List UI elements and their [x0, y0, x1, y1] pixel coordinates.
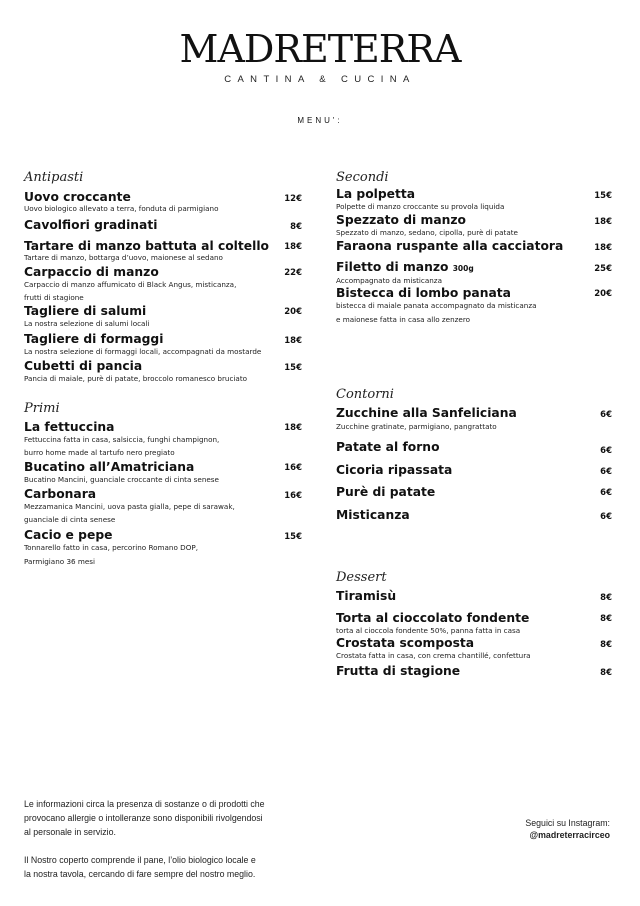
coperto-notice-line: Il Nostro coperto comprende il pane, l’olio biologico locale e	[24, 855, 256, 865]
dish-description: Spezzato di manzo, sedano, cipolla, purè di patate	[336, 228, 518, 237]
dish-price: 6€	[600, 467, 612, 477]
dish-price: 25€	[594, 264, 612, 274]
dish-price: 15€	[594, 191, 612, 201]
dish-description: Crostata fatta in casa, con crema chantillé, confettura	[336, 651, 531, 660]
section-title-contorni: Contorni	[336, 387, 394, 402]
dish-name: Zucchine alla Sanfeliciana	[336, 406, 517, 420]
dish-name	[336, 260, 474, 274]
dish-weight: 300g	[452, 264, 474, 273]
dish-description: torta al cioccola fondente 50%, panna fatta in casa	[336, 626, 521, 635]
dish-description: frutti di stagione	[24, 293, 84, 302]
dish-price: 16€	[284, 463, 302, 473]
dish-name: Tagliere di formaggi	[24, 332, 164, 346]
brand-tagline: CANTINA & CUCINA	[224, 74, 416, 85]
dish-name: Spezzato di manzo	[336, 213, 466, 227]
dish-description: La nostra selezione di formaggi locali, accompagnati da mostarde	[24, 347, 262, 356]
dish-name: Crostata scomposta	[336, 636, 475, 650]
dish-name: Misticanza	[336, 508, 410, 522]
dish-description: Uovo biologico allevato a terra, fonduta di parmigiano	[24, 204, 219, 213]
dish-price: 18€	[284, 423, 302, 433]
dish-description: Mezzamanica Mancini, uova pasta gialla, pepe di sarawak,	[24, 502, 235, 511]
dish-price: 16€	[284, 491, 302, 501]
dish-name: Bistecca di lombo panata	[336, 286, 511, 300]
dish-name: Torta al cioccolato fondente	[336, 611, 530, 625]
dish-description: Fettuccina fatta in casa, salsiccia, funghi champignon,	[24, 435, 220, 444]
coperto-notice	[24, 853, 324, 881]
dish-description: Carpaccio di manzo affumicato di Black Angus, misticanza,	[24, 280, 237, 289]
section-title-dessert: Dessert	[336, 570, 387, 585]
dish-description: Pancia di maiale, purè di patate, broccolo romanesco bruciato	[24, 374, 248, 383]
dish-name: Carbonara	[24, 487, 97, 501]
dish-price: 8€	[600, 640, 612, 650]
dish-name: Purè di patate	[336, 485, 436, 499]
dish-price: 18€	[284, 336, 302, 346]
dish-description: Tonnarello fatto in casa, percorino Romano DOP,	[24, 543, 198, 552]
dish-name: Cicoria ripassata	[336, 463, 453, 477]
dish-name: Bucatino all’Amatriciana	[24, 460, 195, 474]
instagram-label: Seguici su Instagram:	[525, 818, 610, 828]
section-title-secondi: Secondi	[336, 170, 389, 185]
allergy-notice-line: al personale in servizio.	[24, 827, 116, 837]
dish-price: 8€	[600, 593, 612, 603]
dish-description: La nostra selezione di salumi locali	[24, 319, 150, 328]
dish-description: Polpette di manzo croccante su provola liquida	[336, 202, 505, 211]
dish-price: 18€	[594, 217, 612, 227]
section-title-antipasti: Antipasti	[24, 170, 84, 185]
dish-name: Patate al forno	[336, 440, 440, 454]
dish-price: 6€	[600, 512, 612, 522]
dish-name: Cubetti di pancia	[24, 359, 143, 373]
dish-description: Parmigiano 36 mesi	[24, 557, 96, 566]
dish-name: Tiramisù	[336, 589, 397, 603]
dish-price: 20€	[284, 307, 302, 317]
brand-logo-text: MADRETERRA	[179, 27, 461, 71]
allergy-notice-line: Le informazioni circa la presenza di sostanze o di prodotti che	[24, 799, 265, 809]
dish-name: Cacio e pepe	[24, 528, 113, 542]
dish-description: guanciale di cinta senese	[24, 515, 116, 524]
dish-description: Bucatino Mancini, guanciale croccante di cinta senese	[24, 475, 219, 484]
section-title-primi: Primi	[24, 401, 60, 416]
menu-heading: MENU':	[297, 116, 343, 125]
dish-description: e maionese fatta in casa allo zenzero	[336, 315, 471, 324]
dish-name: Faraona ruspante alla cacciatora	[336, 239, 564, 253]
dish-price: 18€	[594, 243, 612, 253]
dish-description: Accompagnato da misticanza	[336, 276, 442, 285]
coperto-notice-line: la nostra tavola, cercando di fare sempre del nostro meglio.	[24, 869, 256, 879]
dish-price: 18€	[284, 242, 302, 252]
dish-description: Zucchine gratinate, parmigiano, pangrattato	[336, 422, 497, 431]
dish-price: 15€	[284, 532, 302, 542]
allergy-notice-line: provocano allergie o intolleranze sono disponibili rivolgendosi	[24, 813, 263, 823]
dish-name: Tartare di manzo battuta al coltello	[24, 239, 269, 253]
dish-price: 6€	[600, 410, 612, 420]
dish-price: 22€	[284, 268, 302, 278]
dish-price: 12€	[284, 194, 302, 204]
dish-name-text: Filetto di manzo	[336, 260, 449, 274]
dish-price: 8€	[600, 668, 612, 678]
dish-price: 6€	[600, 488, 612, 498]
dish-name: La fettuccina	[24, 420, 115, 434]
dish-name: Carpaccio di manzo	[24, 265, 159, 279]
allergy-notice	[24, 797, 324, 839]
dish-price: 15€	[284, 363, 302, 373]
instagram-handle[interactable]: @madreterracirceo	[529, 830, 610, 840]
dish-name: Cavolfiori gradinati	[24, 218, 158, 232]
dish-name: Uovo croccante	[24, 190, 131, 204]
dish-name: La polpetta	[336, 187, 416, 201]
dish-description: Tartare di manzo, bottarga d’uovo, maionese al sedano	[24, 253, 223, 262]
dish-name: Tagliere di salumi	[24, 304, 147, 318]
dish-price: 20€	[594, 289, 612, 299]
dish-description: bistecca di maiale panata accompagnato da misticanza	[336, 301, 537, 310]
dish-description: burro home made al tartufo nero pregiato	[24, 448, 175, 457]
dish-name: Frutta di stagione	[336, 664, 461, 678]
dish-price: 8€	[290, 222, 302, 232]
dish-price: 8€	[600, 614, 612, 624]
dish-price: 6€	[600, 446, 612, 456]
